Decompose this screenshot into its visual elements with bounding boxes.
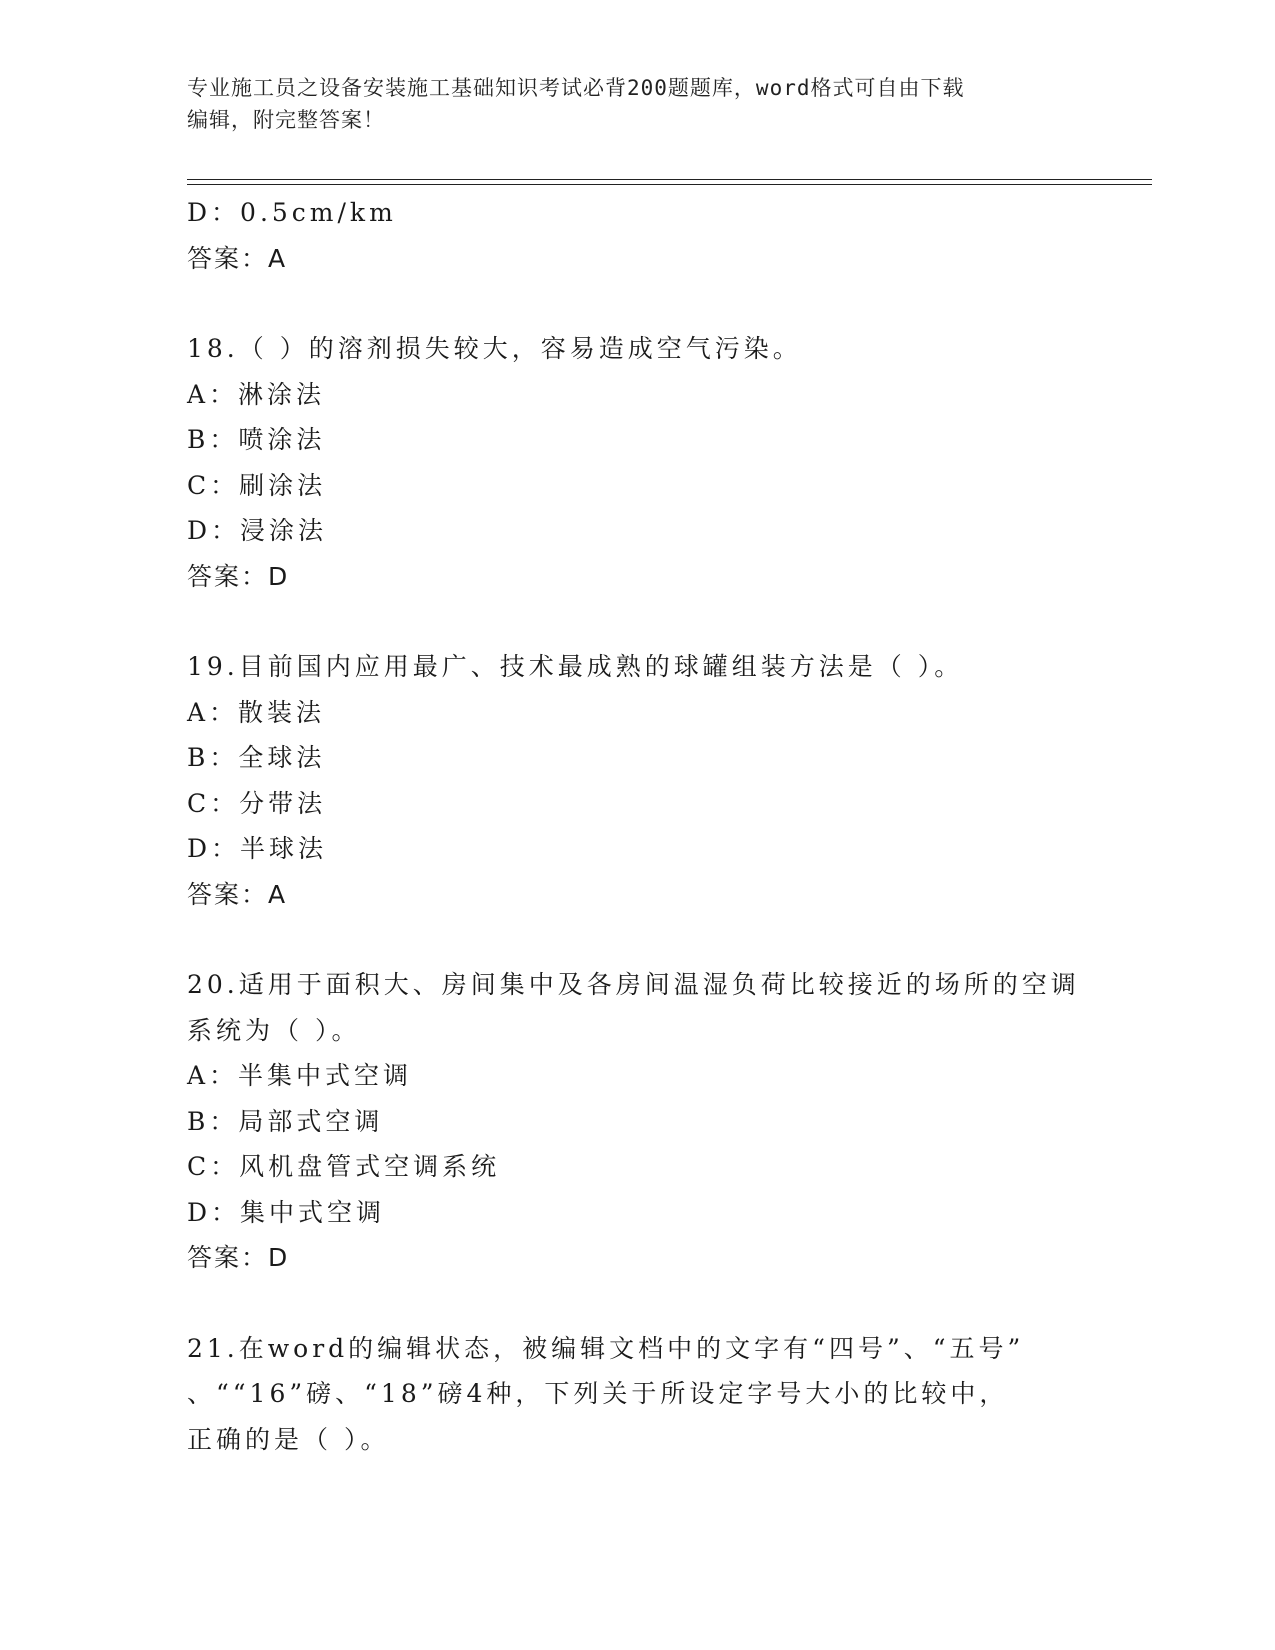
question-stem-line-1: 20.适用于面积大、房间集中及各房间温湿负荷比较接近的场所的空调 [187,970,1080,999]
answer: 答案：D [187,561,290,591]
option-a: A：淋涂法 [187,379,326,409]
option-d: D：半球法 [187,834,328,863]
spacer [187,599,1087,644]
spacer [187,1281,1087,1326]
answer: 答案：D [187,1243,290,1272]
option-d: D：浸涂法 [187,516,328,545]
question-stem-line-2: 、““16”磅、“18”磅4种，下列关于所设定字号大小的比较中， [187,1379,1009,1408]
question-stem-line-3: 正确的是（ ）。 [187,1424,390,1454]
question-stem: 18.（ ）的溶剂损失较大，容易造成空气污染。 [187,334,802,363]
option-b: B：全球法 [187,743,326,772]
option-c: C：风机盘管式空调系统 [187,1152,501,1181]
answer: 答案：A [187,243,288,273]
question-stem: 19.目前国内应用最广、技术最成熟的球罐组装方法是（ ）。 [187,652,964,681]
option-d: D：0.5cm/km [187,198,397,227]
option-c: C：刷涂法 [187,470,327,500]
option-b: B：喷涂法 [187,425,326,454]
option-b: B：局部式空调 [187,1106,384,1136]
question-stem-line-1: 21.在word的编辑状态，被编辑文档中的文字有“四号”、“五号” [187,1333,1025,1363]
header-divider-bottom [187,184,1152,185]
option-d: D：集中式空调 [187,1197,386,1227]
option-a: A：散装法 [187,697,326,727]
spacer [187,917,1087,962]
question-20 [187,962,1087,1281]
document-header [187,72,1067,136]
header-title-line-2: 编辑，附完整答案！ [187,108,385,132]
spacer [187,281,1087,326]
option-c: C：分带法 [187,788,327,818]
header-divider-top [187,179,1152,180]
question-18 [187,326,1087,599]
option-a: A：半集中式空调 [187,1061,413,1090]
document-body [187,190,1087,1462]
question-stem-line-2: 系统为（ ）。 [187,1015,361,1045]
question-19 [187,644,1087,917]
header-title-line-1: 专业施工员之设备安装施工基础知识考试必背200题题库，word格式可自由下载 [187,76,965,100]
question-21 [187,1326,1087,1463]
answer: 答案：A [187,879,288,909]
